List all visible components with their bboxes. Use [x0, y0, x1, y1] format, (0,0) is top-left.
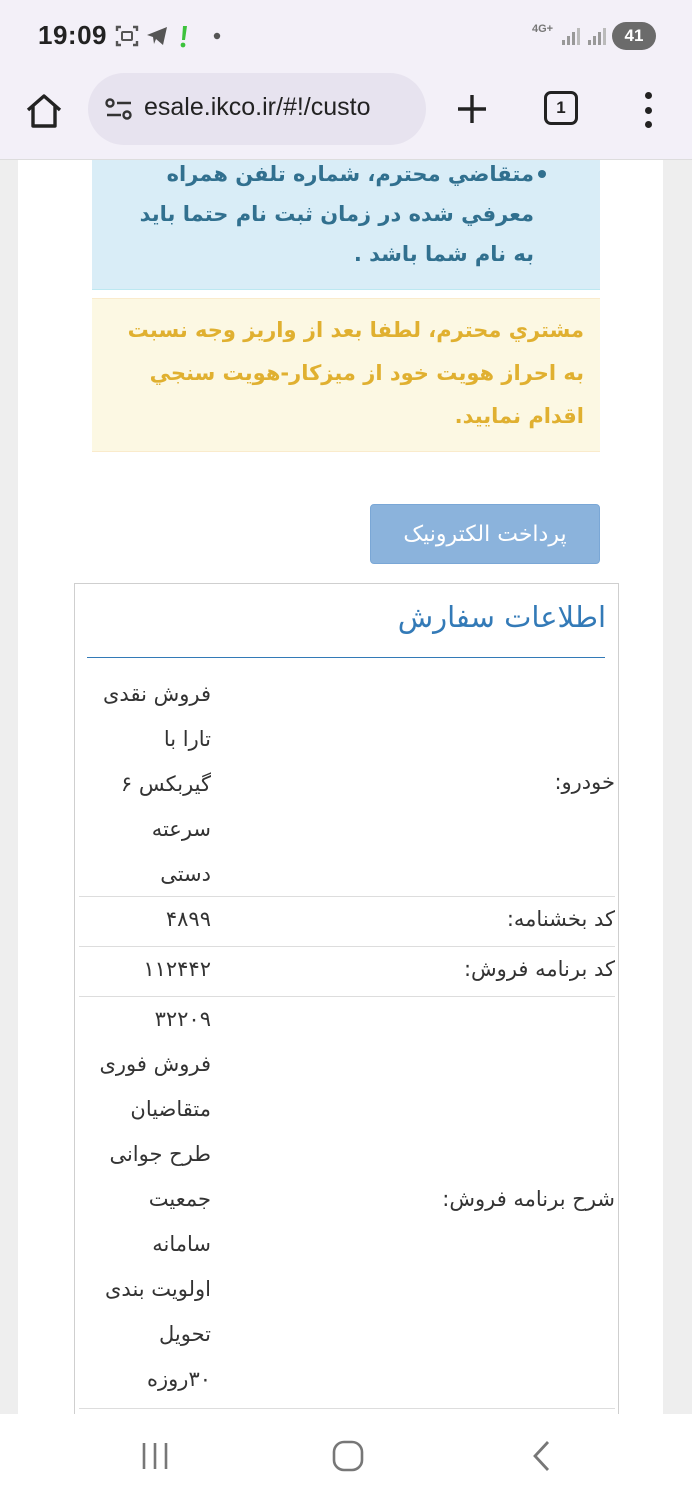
value-line: طرح جوانی — [109, 1142, 211, 1166]
value-line: تارا با — [163, 727, 211, 751]
screenshot-icon — [114, 22, 140, 50]
battery-indicator: 41 — [612, 22, 656, 50]
row-value — [87, 947, 211, 992]
info-alert — [92, 160, 600, 290]
panel-title: اطلاعات سفارش — [397, 600, 606, 634]
home-circle-icon — [331, 1439, 365, 1473]
panel-divider — [87, 657, 605, 658]
browser-toolbar — [0, 72, 692, 160]
row-value — [87, 672, 211, 897]
status-bar — [0, 0, 692, 72]
url-text[interactable]: esale.ikco.ir/#!/custo — [144, 93, 371, 121]
order-info-panel — [74, 583, 619, 1414]
back-chevron-icon — [530, 1439, 554, 1473]
info-alert-text: متقاضي محترم، شماره تلفن همراه معرفي شده در زمان ثبت نام حتما بايد به نام شما باشد . — [139, 162, 534, 266]
value-line: جمعیت — [148, 1187, 211, 1211]
value-line: فروش فوری — [99, 1052, 211, 1076]
home-icon — [24, 92, 64, 130]
electronic-payment-button[interactable]: پرداخت الکترونیک — [370, 504, 600, 564]
value-line: فروش نقدی — [102, 682, 211, 706]
recent-apps-button[interactable] — [133, 1436, 177, 1476]
browser-menu-button[interactable] — [636, 90, 660, 130]
alert-icon — [176, 22, 192, 50]
menu-dot-icon — [645, 121, 652, 128]
value-line: متقاضیان — [130, 1097, 211, 1121]
value-line: ۳۲۲۰۹ — [154, 1007, 211, 1031]
web-page — [0, 160, 692, 1414]
order-row-sales-program-code — [79, 946, 615, 996]
value-line: دستی — [160, 862, 211, 886]
dot-icon — [210, 22, 224, 50]
network-type: 4G+ — [532, 23, 554, 35]
plus-icon — [456, 93, 488, 125]
telegram-icon — [144, 22, 170, 50]
row-value — [87, 897, 211, 942]
value-line: ۳۰روزه — [147, 1367, 211, 1391]
page-container — [18, 160, 663, 1414]
warning-alert — [92, 298, 600, 452]
back-nav-button[interactable] — [520, 1436, 564, 1476]
value-line: ۴۸۹۹ — [165, 907, 211, 931]
value-line: سامانه — [152, 1232, 211, 1256]
new-tab-button[interactable] — [452, 89, 492, 129]
row-label: کد بخشنامه: — [506, 907, 615, 931]
site-settings-icon[interactable] — [104, 97, 134, 121]
row-label: شرح برنامه فروش: — [442, 1187, 615, 1211]
signal-icon — [560, 22, 582, 50]
row-label: خودرو: — [554, 770, 615, 794]
value-line: اولویت بندی — [104, 1277, 211, 1301]
value-line: ۱۱۲۴۴۲ — [143, 957, 211, 981]
value-line: سرعته — [151, 817, 211, 841]
order-row-car — [79, 670, 615, 895]
home-button[interactable] — [22, 89, 66, 133]
address-bar[interactable] — [88, 73, 426, 145]
status-time: 19:09 — [38, 20, 107, 50]
order-row-sales-program-description — [79, 996, 615, 1408]
row-label: کد برنامه فروش: — [463, 957, 615, 981]
value-line: تحویل — [159, 1322, 211, 1346]
system-navigation-bar — [0, 1414, 692, 1500]
order-row-circular-code — [79, 896, 615, 946]
warning-alert-text: مشتري محترم، لطفا بعد از واريز وجه نسبت به احراز هويت خود از ميزكار-هويت سنجي اقدام نماييد. — [127, 318, 584, 428]
menu-dot-icon — [645, 92, 652, 99]
row-value — [87, 997, 211, 1402]
bullet-icon — [538, 170, 546, 178]
menu-dot-icon — [645, 107, 652, 114]
value-line: گیربکس ۶ — [120, 772, 211, 796]
signal-icon — [586, 22, 608, 50]
tab-switcher-button[interactable]: 1 — [544, 91, 578, 125]
recent-apps-icon — [139, 1441, 171, 1471]
home-nav-button[interactable] — [326, 1436, 370, 1476]
